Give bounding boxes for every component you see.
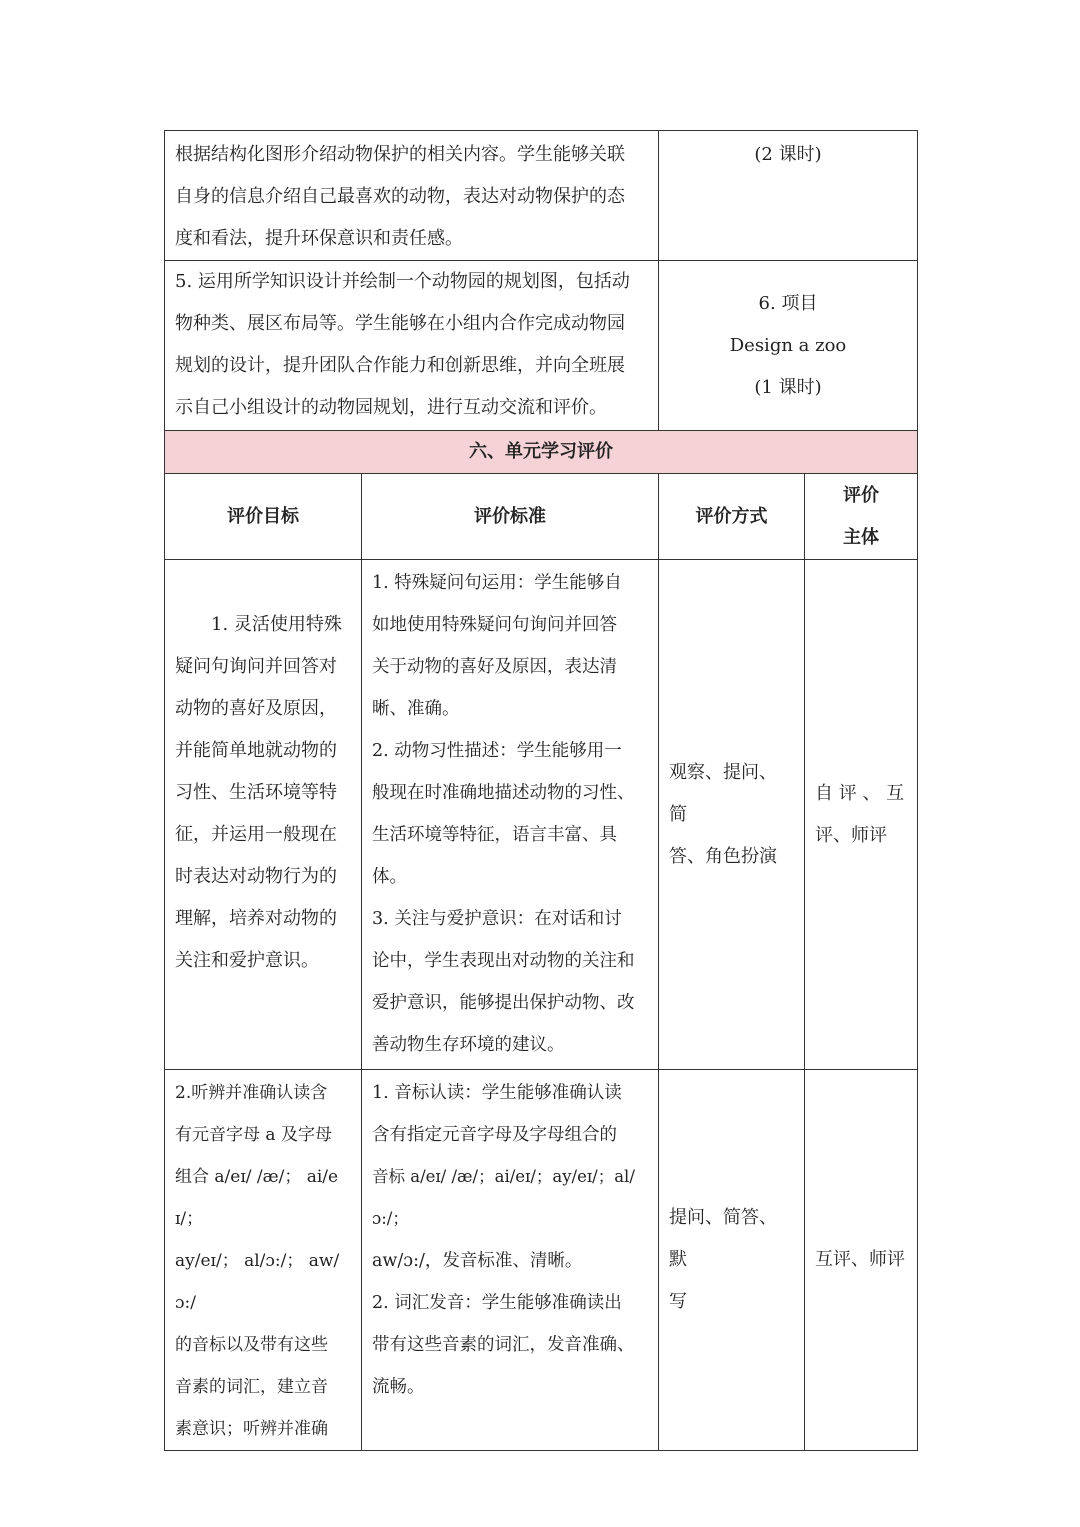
lesson-row	[165, 261, 918, 431]
text-line: 疑问句询问并回答对	[175, 656, 337, 677]
lesson-time-cell	[659, 131, 918, 261]
text-line: 般现在时准确地描述动物的习性、	[372, 783, 635, 803]
text-line: 组合 a/eɪ/ /æ/； ai/eɪ/；	[175, 1167, 339, 1229]
lesson-content-cell	[165, 131, 659, 261]
text-line: aw/ɔ:/，发音标准、清晰。	[372, 1251, 583, 1271]
section-title-row	[165, 431, 918, 474]
text-line: 素意识；听辨并准确	[175, 1419, 328, 1439]
text-line: 示自己小组设计的动物园规划，进行互动交流和评价。	[175, 397, 607, 418]
text-line: 生活环境等特征，语言丰富、具体。	[372, 825, 617, 887]
text-line: 答、角色扮演	[669, 845, 777, 867]
eval-row	[165, 560, 918, 1070]
header-method: 评价方式	[659, 474, 805, 560]
text-line: 提问、简答、默	[669, 1207, 777, 1270]
text-line: 规划的设计，提升团队合作能力和创新思维，并向全班展	[175, 355, 625, 376]
text-line: 2. 词汇发音：学生能够准确读出	[372, 1293, 622, 1313]
text-line: 观察、提问、简	[669, 761, 777, 825]
header-goal: 评价目标	[165, 474, 362, 560]
time-line: (2 课时)	[754, 144, 822, 165]
text-line: 的音标以及带有这些	[175, 1335, 328, 1355]
text-line: 写	[669, 1291, 687, 1312]
header-subject	[805, 474, 918, 560]
lesson-row	[165, 131, 918, 261]
text-line: 晰、准确。	[372, 699, 460, 719]
text-line: ay/eɪ/； al/ɔ:/； aw/ɔ:/	[175, 1251, 340, 1313]
text-line: 爱护意识，能够提出保护动物、改	[372, 993, 635, 1013]
text-line: 自身的信息介绍自己最喜欢的动物，表达对动物保护的态	[175, 186, 625, 207]
text-line: 并能简单地就动物的	[175, 740, 337, 761]
text-line: 物种类、展区布局等。学生能够在小组内合作完成动物园	[175, 313, 625, 334]
eval-subject-cell	[805, 1070, 918, 1451]
time-line: Design a zoo	[729, 334, 847, 356]
text-line: 带有这些音素的词汇，发音准确、	[372, 1335, 635, 1355]
eval-goal-cell	[165, 1070, 362, 1451]
text-line: 善动物生存环境的建议。	[372, 1035, 565, 1055]
text-line: 征，并运用一般现在	[175, 824, 337, 845]
eval-method-cell	[659, 1070, 805, 1451]
lesson-content-cell	[165, 261, 659, 431]
section-title: 六、单元学习评价	[165, 431, 918, 474]
text-line: 自 评 、 互	[815, 782, 905, 804]
text-line: 含有指定元音字母及字母组合的	[372, 1125, 617, 1145]
eval-standard-cell	[362, 1070, 659, 1451]
eval-standard-cell	[362, 560, 659, 1070]
text-line: 1. 灵活使用特殊	[211, 614, 342, 635]
text-line: 理解，培养对动物的	[175, 908, 337, 929]
text-line: 评、师评	[815, 824, 887, 846]
header-subject-line: 评价	[843, 484, 879, 506]
text-line: 度和看法，提升环保意识和责任感。	[175, 228, 463, 249]
text-line: 2. 动物习性描述：学生能够用一	[372, 741, 622, 761]
text-line: 时表达对动物行为的	[175, 866, 337, 887]
text-line: 2.听辨并准确认读含	[175, 1083, 328, 1103]
text-line: 1. 特殊疑问句运用：学生能够自	[372, 573, 622, 593]
text-line: 动物的喜好及原因，	[175, 698, 337, 719]
eval-row	[165, 1070, 918, 1451]
time-line: (1 课时)	[754, 376, 822, 398]
text-line: 1. 音标认读：学生能够准确认读	[372, 1083, 622, 1103]
text-line: 音素的词汇，建立音	[175, 1377, 328, 1397]
text-line: 5. 运用所学知识设计并绘制一个动物园的规划图，包括动	[175, 271, 630, 292]
time-line: 6. 项目	[758, 292, 818, 314]
unit-plan-table	[164, 130, 918, 1451]
text-line: 论中，学生表现出对动物的关注和	[372, 951, 635, 971]
text-line: 根据结构化图形介绍动物保护的相关内容。学生能够关联	[175, 144, 625, 165]
eval-goal-cell	[165, 560, 362, 1070]
text-line: 互评、师评	[815, 1249, 905, 1270]
text-line: 关注和爱护意识。	[175, 950, 319, 971]
text-line: 如地使用特殊疑问句询问并回答	[372, 615, 617, 635]
text-line: 习性、生活环境等特	[175, 782, 337, 803]
lesson-time-cell	[659, 261, 918, 431]
header-standard: 评价标准	[362, 474, 659, 560]
text-line: 有元音字母 a 及字母	[175, 1125, 332, 1145]
text-line: 流畅。	[372, 1377, 425, 1397]
text-line: 音标 a/eɪ/ /æ/；ai/eɪ/；ay/eɪ/；al/ɔ:/；	[372, 1167, 635, 1228]
header-subject-line: 主体	[843, 526, 879, 548]
eval-method-cell	[659, 560, 805, 1070]
eval-subject-cell	[805, 560, 918, 1070]
text-line: 3. 关注与爱护意识：在对话和讨	[372, 909, 622, 929]
text-line: 关于动物的喜好及原因，表达清	[372, 657, 617, 677]
eval-header-row	[165, 474, 918, 560]
